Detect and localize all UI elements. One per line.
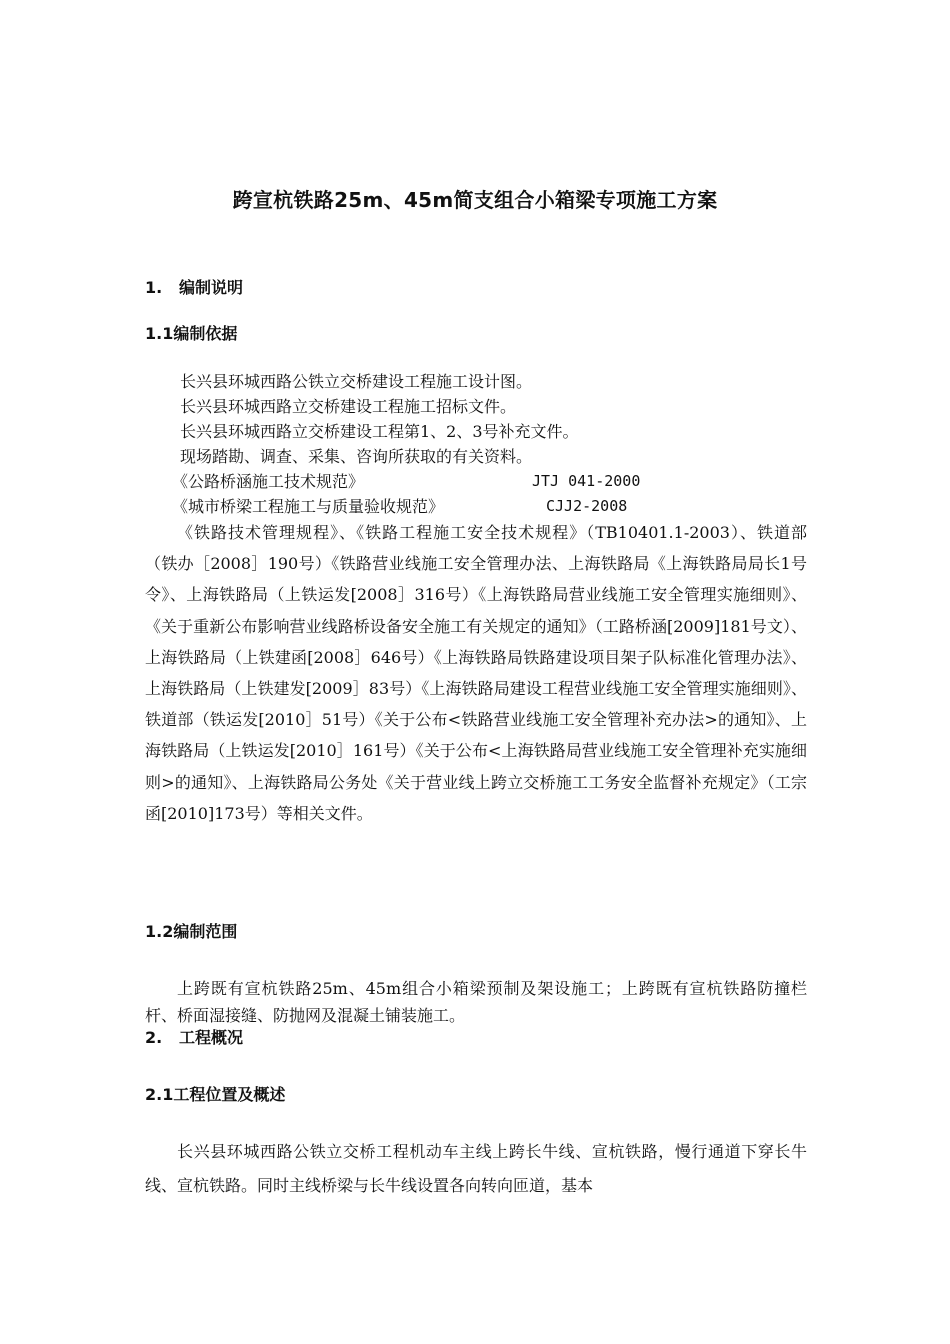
basis-regulations-paragraph: 《铁路技术管理规程》、《铁路工程施工安全技术规程》（TB10401.1-2003）、铁道部（铁办［2008］190号）《铁路营业线施工安全管理办法、上海铁路局《上海铁路局局长1号令》、上海铁路局（上铁运发[2008］316号）《上海铁路局营业线施工安全管理实施细则》、《关于重新公布影响营业线路桥设备安全施工有关规定的通知》（工路桥涵[2009]181号文）、上海铁路局（上铁建函[2008］646号）《上海铁路局铁路建设项目架子队标准化管理办法》、上海铁路局（上铁建发[2009］83号）《上海铁路局建设工程营业线施工安全管理实施细则》、铁道部（铁运发[2010］51号）《关于公布<铁路营业线施工安全管理补充办法>的通知》、上海铁路局（上铁运发[2010］161号）《关于公布<上海铁路局营业线施工安全管理补充实施细则>的通知》、上海铁路局公务处《关于营业线上跨立交桥施工工务安全监督补充规定》（工宗函[2010]173号）等相关文件。 <box>145 523 807 823</box>
basis-item: 现场踏勘、调查、采集、咨询所获取的有关资料。 <box>180 447 533 466</box>
standard-code: CJJ2-2008 <box>546 497 628 515</box>
standard-name: 《城市桥梁工程施工与质量验收规范》 <box>172 497 445 516</box>
basis-item: 长兴县环城西路立交桥建设工程施工招标文件。 <box>180 397 517 416</box>
standard-row <box>172 494 628 519</box>
section-2-1-heading: 2.1工程位置及概述 <box>145 1085 286 1104</box>
section-1-2-heading: 1.2编制范围 <box>145 922 238 941</box>
section-2-number: 2. <box>145 1028 163 1047</box>
section-1-number: 1. <box>145 278 163 297</box>
standard-code: JTJ 041-2000 <box>532 472 641 490</box>
section-1-1-heading: 1.1编制依据 <box>145 324 238 343</box>
standard-name: 《公路桥涵施工技术规范》 <box>172 472 365 491</box>
scope-paragraph: 上跨既有宣杭铁路25m、45m组合小箱梁预制及架设施工；上跨既有宣杭铁路防撞栏杆、桥面湿接缝、防抛网及混凝土铺装施工。 <box>145 979 807 1025</box>
section-1-label: 编制说明 <box>179 278 244 297</box>
section-1-heading <box>145 277 243 299</box>
basis-item: 长兴县环城西路公铁立交桥建设工程施工设计图。 <box>180 372 533 391</box>
standard-row <box>172 469 641 494</box>
section-2-heading <box>145 1027 243 1049</box>
section-2-label: 工程概况 <box>179 1028 244 1047</box>
document-title: 跨宣杭铁路25m、45m简支组合小箱梁专项施工方案 <box>232 188 718 212</box>
basis-item: 长兴县环城西路立交桥建设工程第1、2、3号补充文件。 <box>180 422 579 441</box>
basis-list <box>172 369 641 519</box>
overview-paragraph: 长兴县环城西路公铁立交桥工程机动车主线上跨长牛线、宣杭铁路，慢行通道下穿长牛线、宣杭铁路。同时主线桥梁与长牛线设置各向转向匝道，基本 <box>145 1142 807 1195</box>
